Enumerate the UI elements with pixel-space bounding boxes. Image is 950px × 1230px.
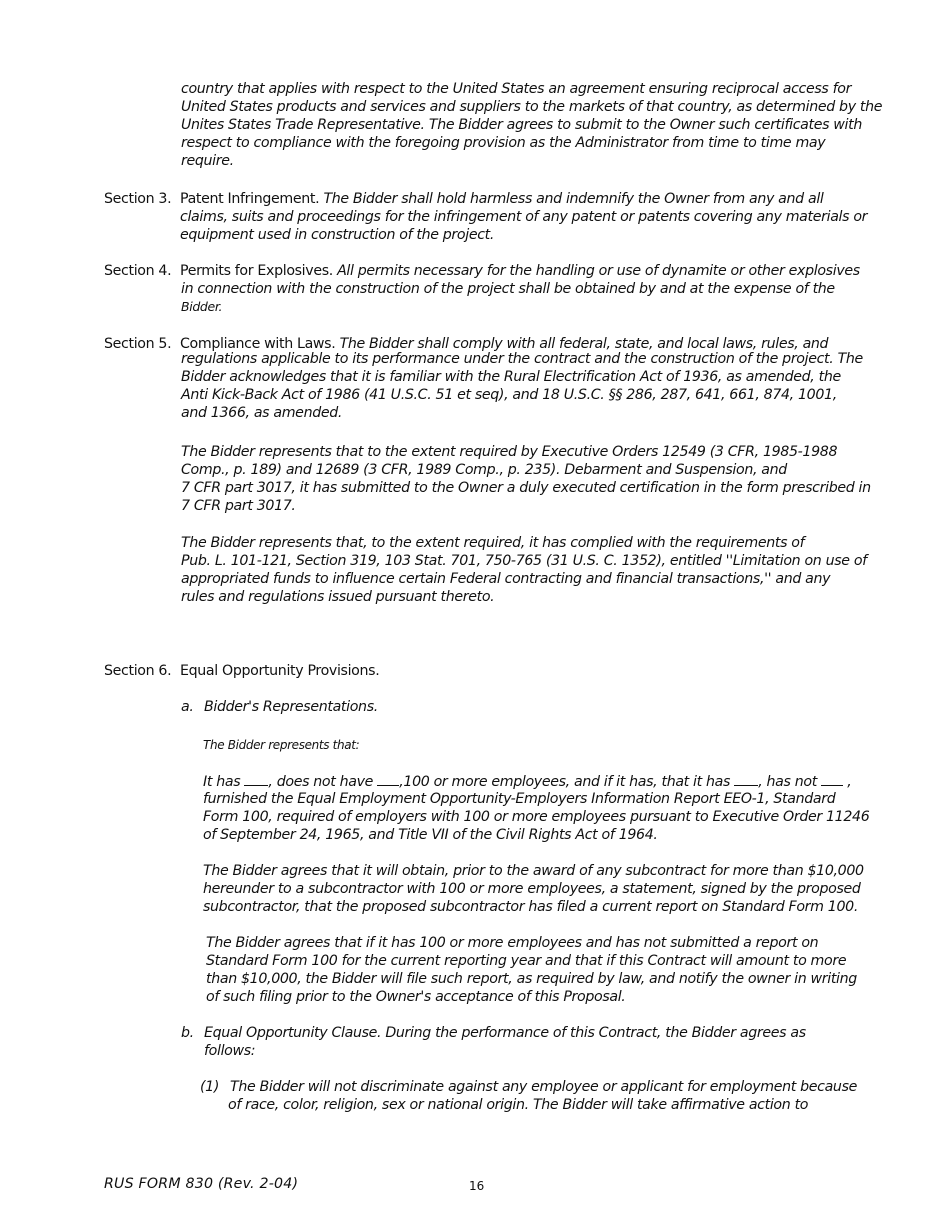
text-line: respect to compliance with the foregoing provision as the Administrator from time to time may (181, 135, 826, 151)
text-line: appropriated funds to influence certain Federal contracting and financial transactions,'' and any (181, 571, 831, 587)
text-line: 7 CFR part 3017, it has submitted to the Owner a duly executed certification in the form prescribed in (181, 480, 871, 496)
section-label: Section 5. (104, 336, 172, 352)
text-line: Anti Kick-Back Act of 1986 (41 U.S.C. 51 et seq), and 18 U.S.C. §§ 286, 287, 641, 661, 874, 1001, (181, 387, 837, 403)
text-line: in connection with the construction of the project shall be obtained by and at the expense of the (181, 281, 835, 297)
text-line: furnished the Equal Employment Opportunity-Employers Information Report EEO-1, Standard (203, 791, 836, 807)
text-line: of such filing prior to the Owner's acceptance of this Proposal. (206, 989, 626, 1005)
section-text: All permits necessary for the handling or use of dynamite or other explosives (337, 263, 860, 279)
text-line: Bidder acknowledges that it is familiar with the Rural Electrification Act of 1936, as amended, the (181, 369, 841, 385)
page-number: 16 (469, 1179, 485, 1193)
text-line: Standard Form 100 for the current reporting year and that if this Contract will amount to more (206, 953, 847, 969)
text-line: The Bidder represents that: (203, 738, 360, 752)
rep-text: , (847, 774, 852, 790)
has-furnished-blank (734, 773, 758, 786)
form-identifier: RUS FORM 830 (Rev. 2-04) (104, 1176, 299, 1192)
has-not-furnished-blank (821, 773, 843, 786)
section-heading: Permits for Explosives. (180, 263, 333, 279)
section-heading: Equal Opportunity Provisions. (180, 663, 380, 679)
text-line: United States products and services and suppliers to the markets of that country, as determined by the (181, 99, 883, 115)
section-label: Section 4. (104, 263, 172, 279)
section-text: The Bidder shall comply with all federal, state, and local laws, rules, and (339, 336, 829, 352)
text-line: Bidder. (181, 299, 223, 314)
has-employees-blank (244, 773, 268, 786)
text-line: country that applies with respect to the United States an agreement ensuring reciprocal access for (181, 81, 852, 97)
section-heading: Patent Infringement. (180, 191, 320, 207)
text-line: The Bidder agrees that it will obtain, prior to the award of any subcontract for more than $10,000 (203, 863, 864, 879)
text-line: The Bidder represents that to the extent required by Executive Orders 12549 (3 CFR, 1985-1988 (181, 444, 838, 460)
text-line: Pub. L. 101-121, Section 319, 103 Stat. 701, 750-765 (31 U.S. C. 1352), entitled ''Limitation on use of (181, 553, 867, 569)
representation-line (203, 773, 851, 791)
text-line: equipment used in construction of the project. (180, 227, 495, 243)
subsection-title: Bidder's Representations. (204, 699, 378, 715)
text-line: of race, color, religion, sex or national origin. The Bidder will take affirmative action to (228, 1097, 809, 1113)
rep-text: , does not have (268, 774, 374, 790)
subsection-marker: b. (181, 1025, 194, 1041)
rep-text: It has (203, 774, 241, 790)
text-line: follows: (204, 1043, 256, 1059)
item-marker: (1) (200, 1079, 220, 1095)
section-text: The Bidder shall hold harmless and indemnify the Owner from any and all (323, 191, 824, 207)
text-line: Equal Opportunity Clause. During the performance of this Contract, the Bidder agrees as (204, 1025, 806, 1041)
rep-text: , has not (758, 774, 817, 790)
text-line: hereunder to a subcontractor with 100 or more employees, a statement, signed by the proposed (203, 881, 861, 897)
subsection-marker: a. (181, 699, 194, 715)
text-line: The Bidder will not discriminate against any employee or applicant for employment because (230, 1079, 857, 1095)
section-label: Section 3. (104, 191, 172, 207)
section-heading: Compliance with Laws. (180, 336, 336, 352)
text-line: 7 CFR part 3017. (181, 498, 296, 514)
section-first-line (180, 262, 860, 280)
text-line: than $10,000, the Bidder will file such report, as required by law, and notify the owner in writing (206, 971, 857, 987)
text-line: Unites States Trade Representative. The Bidder agrees to submit to the Owner such certificates with (181, 117, 863, 133)
text-line: The Bidder represents that, to the extent required, it has complied with the requirements of (181, 535, 805, 551)
not-have-employees-blank (377, 773, 399, 786)
section-first-line (180, 190, 824, 208)
text-line: Comp., p. 189) and 12689 (3 CFR, 1989 Comp., p. 235). Debarment and Suspension, and (181, 462, 787, 478)
text-line: of September 24, 1965, and Title VII of the Civil Rights Act of 1964. (203, 827, 658, 843)
text-line: The Bidder agrees that if it has 100 or more employees and has not submitted a report on (206, 935, 819, 951)
text-line: subcontractor, that the proposed subcontractor has filed a current report on Standard Form 100. (203, 899, 858, 915)
rep-text: ,100 or more employees, and if it has, that it has (399, 774, 731, 790)
text-line: rules and regulations issued pursuant thereto. (181, 589, 495, 605)
text-line: and 1366, as amended. (181, 405, 343, 421)
section-label: Section 6. (104, 663, 172, 679)
text-line: Form 100, required of employers with 100 or more employees pursuant to Executive Order 11246 (203, 809, 870, 825)
text-line: claims, suits and proceedings for the infringement of any patent or patents covering any materials or (180, 209, 868, 225)
text-line: require. (181, 153, 234, 169)
text-line: regulations applicable to its performance under the contract and the construction of the project. The (181, 351, 863, 367)
